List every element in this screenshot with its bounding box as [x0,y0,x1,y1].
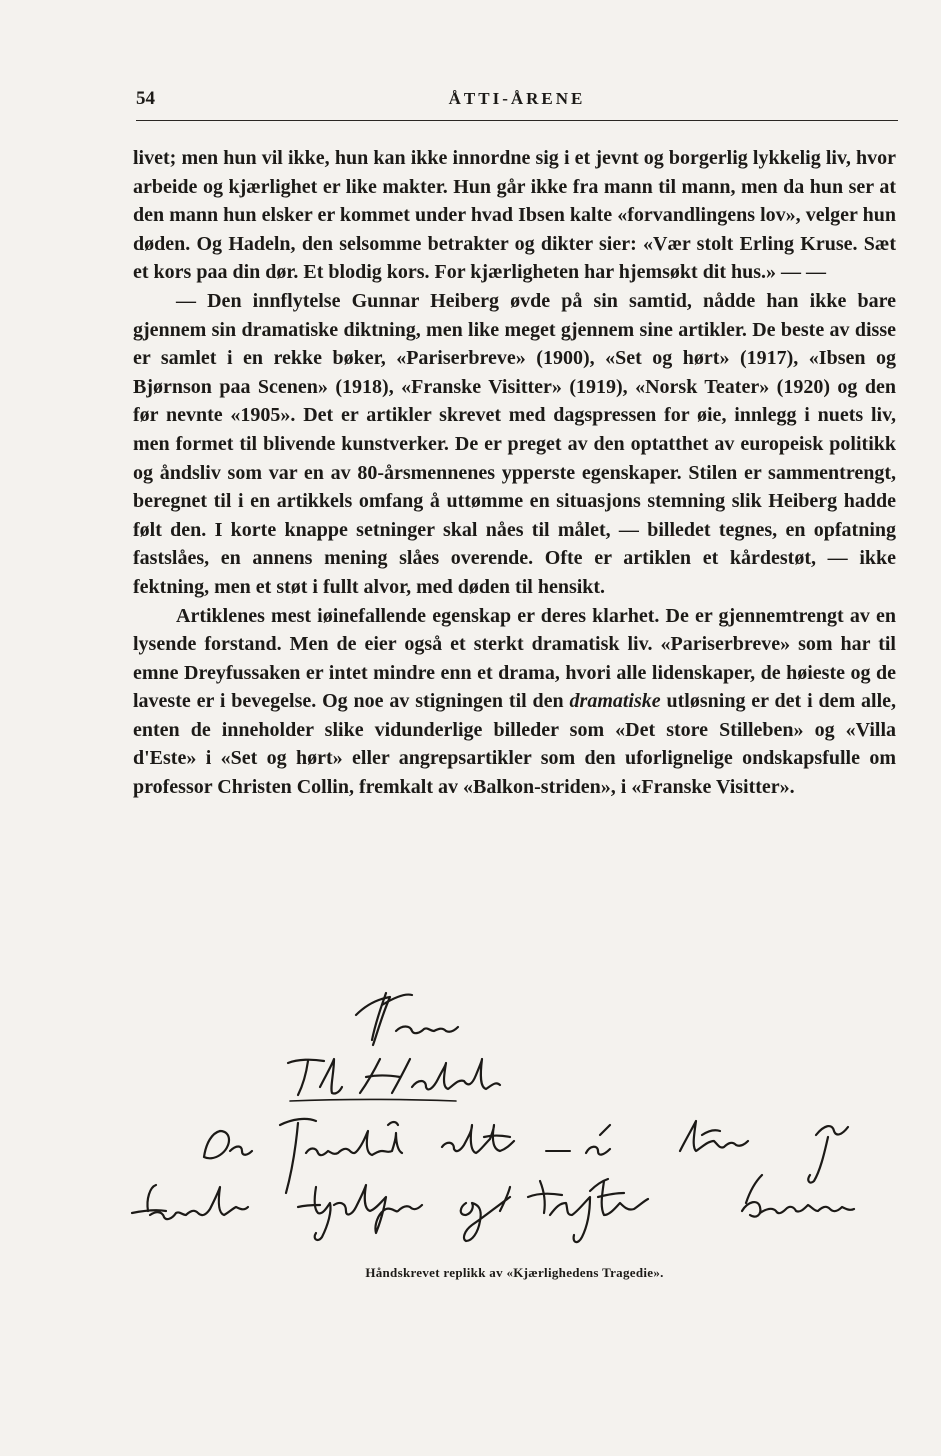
handwriting-line-4 [132,1175,854,1242]
page-number: 54 [136,88,155,109]
handwritten-manuscript-image [120,975,900,1265]
body-text [133,144,896,802]
figure-caption: Håndskrevet replikk av «Kjærlighedens Tragedie». [365,1265,664,1280]
page-header [136,88,898,114]
handwriting-karen [356,993,458,1045]
paragraph-3 [133,602,896,802]
paragraph-2: — Den innflytelse Gunnar Heiberg øvde på sin samtid, nådde han ikke bare gjennem sin dramatiske diktning, men like meget gjennem sine artikler. De beste av disse er samlet i en rekke bøker, «Pariserbreve» (1900), «Set og hørt» (1917), «Ibsen og Bjørnson paa Scenen» (1918), «Franske Visitter» (1919), «Norsk Teater» (1920) og den før nevnte «1905». Det er artikler skrevet med dagspressen for øie, innlegg i nuets liv, men formet til blivende kunstverker. De er preget av den optatthet av europeisk politikk og åndsliv som var en av 80-årsmennenes ypperste egenskaper. Stilen er sammentrengt, beregnet til i en artikkels omfang å uttømme en situasjons stemning slik Heiberg hadde følt den. I korte knappe setninger skal nåes til målet, — billedet tegnes, en opfatning fastslåes, en annens mening slåes overende. Ofte er artiklen et kårdestøt, — ikke fektning, men et støt i fullt alvor, med døden til hensikt. [133,289,896,598]
paragraph-3-italic: dramatiske [569,690,661,713]
running-head: ÅTTI-ÅRENE [448,89,586,108]
handwriting-line-3 [204,1119,848,1193]
handwriting-til-hadeln [288,1059,500,1101]
paragraph-3-start: Artiklenes mest iøinefallende egenskap er deres klarhet. De er gjennemtrengt av en lysende forstand. Men de eier også et sterkt dramatisk liv. «Pariserbreve» som har til emne Dreyfussaken er intet mindre enn et drama, hvori alle lidenskaper, de høieste og de laveste er i bevegelse. Og noe av stigningen til den [133,604,896,713]
header-rule [136,120,898,121]
paragraph-3-end: utløsning er det i dem alle, enten de inneholder slike vidunderlige billeder som «Det store Stilleben» og «Villa d'Este» i «Set og hørt» eller angrepsartikler som den uforlignelige ondskapsfulle om professor Christen Collin, fremkalt av «Balkon-striden», i «Franske Visitter». [133,690,896,799]
paragraph-1: livet; men hun vil ikke, hun kan ikke innordne sig i et jevnt og borgerlig lykkelig liv, hvor arbeide og kjærlighet er like makter. Hun går ikke fra mann til mann, men da hun ser at den mann hun elsker er kommet under hvad Ibsen kalte «forvandlingens lov», velger hun døden. Og Hadeln, den selsomme betrakter og dikter sier: «Vær stolt Erling Kruse. Sæt et kors paa din dør. Et blodig kors. For kjærligheten har hjemsøkt dit hus.» — — [133,147,896,284]
